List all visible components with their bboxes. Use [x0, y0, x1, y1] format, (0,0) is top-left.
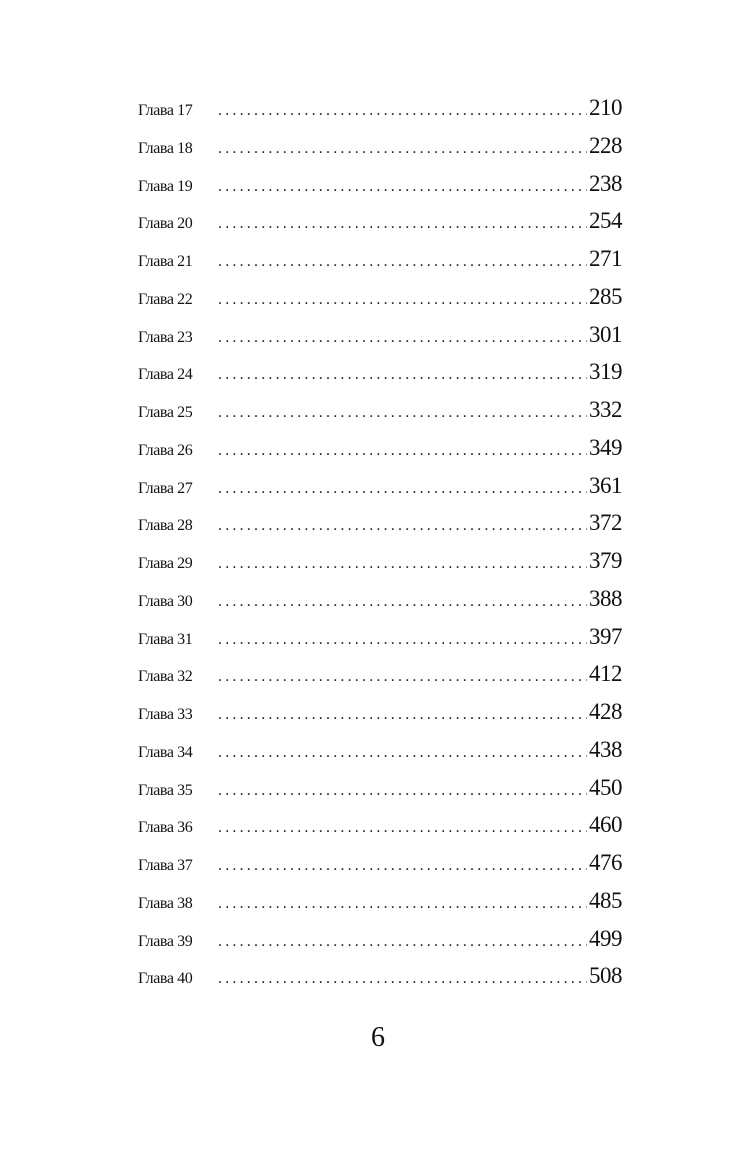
toc-entry — [138, 775, 622, 813]
toc-entry — [138, 435, 622, 473]
chapter-page-number: 499 — [589, 925, 622, 951]
chapter-label: Глава 23 — [138, 328, 193, 346]
chapter-label: Глава 20 — [138, 215, 193, 233]
chapter-label: Глава 22 — [138, 290, 193, 308]
toc-entry — [138, 322, 622, 360]
chapter-label: Глава 24 — [138, 366, 193, 384]
chapter-page-number: 228 — [589, 132, 622, 158]
chapter-page-number: 438 — [589, 736, 622, 762]
dot-leader — [218, 668, 587, 686]
toc-entry — [138, 850, 622, 888]
chapter-page-number: 508 — [589, 963, 622, 989]
chapter-page-number: 271 — [589, 246, 622, 271]
toc-entry — [138, 963, 622, 1001]
chapter-page-number: 450 — [589, 774, 622, 800]
dot-leader — [218, 631, 587, 649]
chapter-label: Глава 35 — [138, 781, 193, 799]
table-of-contents — [138, 95, 622, 1001]
chapter-label: Глава 19 — [138, 177, 193, 195]
chapter-page-number: 361 — [589, 472, 622, 498]
dot-leader — [218, 933, 587, 951]
chapter-page-number: 372 — [589, 510, 622, 536]
chapter-label: Глава 36 — [138, 819, 193, 837]
dot-leader — [218, 555, 587, 573]
chapter-page-number: 428 — [589, 699, 622, 724]
chapter-label: Глава 17 — [138, 102, 193, 119]
chapter-page-number: 210 — [589, 95, 622, 120]
chapter-label: Глава 29 — [138, 555, 193, 572]
chapter-page-number: 301 — [589, 321, 622, 347]
dot-leader — [218, 404, 587, 422]
chapter-page-number: 460 — [589, 812, 622, 838]
dot-leader — [218, 442, 587, 460]
chapter-page-number: 485 — [589, 887, 622, 913]
chapter-page-number: 476 — [589, 850, 622, 875]
toc-entry — [138, 888, 622, 926]
dot-leader — [218, 102, 587, 120]
toc-entry — [138, 510, 622, 548]
toc-entry — [138, 812, 622, 850]
dot-leader — [218, 782, 587, 800]
chapter-label: Глава 30 — [138, 592, 193, 610]
chapter-page-number: 332 — [589, 397, 622, 422]
chapter-page-number: 238 — [589, 170, 622, 196]
chapter-label: Глава 26 — [138, 441, 193, 459]
toc-entry — [138, 473, 622, 511]
toc-entry — [138, 699, 622, 737]
dot-leader — [218, 140, 587, 158]
dot-leader — [218, 215, 587, 233]
toc-entry — [138, 171, 622, 209]
chapter-page-number: 285 — [589, 283, 622, 309]
toc-entry — [138, 284, 622, 322]
dot-leader — [218, 857, 587, 875]
chapter-page-number: 379 — [589, 548, 622, 573]
toc-entry — [138, 737, 622, 775]
chapter-label: Глава 40 — [138, 970, 193, 988]
dot-leader — [218, 291, 587, 309]
toc-entry — [138, 95, 622, 133]
dot-leader — [218, 517, 587, 535]
chapter-label: Глава 27 — [138, 479, 193, 497]
chapter-label: Глава 38 — [138, 894, 193, 912]
chapter-page-number: 388 — [589, 585, 622, 611]
toc-entry — [138, 548, 622, 586]
toc-entry — [138, 133, 622, 171]
toc-entry — [138, 624, 622, 662]
dot-leader — [218, 970, 587, 988]
toc-entry — [138, 661, 622, 699]
chapter-page-number: 397 — [589, 623, 622, 649]
toc-entry — [138, 359, 622, 397]
chapter-page-number: 319 — [589, 359, 622, 385]
chapter-page-number: 412 — [589, 661, 622, 687]
chapter-label: Глава 37 — [138, 857, 193, 874]
chapter-page-number: 349 — [589, 434, 622, 460]
dot-leader — [218, 253, 587, 271]
dot-leader — [218, 706, 587, 724]
chapter-label: Глава 33 — [138, 706, 193, 723]
chapter-label: Глава 34 — [138, 743, 193, 761]
toc-entry — [138, 397, 622, 435]
dot-leader — [218, 329, 587, 347]
chapter-label: Глава 39 — [138, 932, 193, 950]
dot-leader — [218, 366, 587, 384]
toc-entry — [138, 926, 622, 964]
dot-leader — [218, 744, 587, 762]
chapter-page-number: 254 — [589, 208, 622, 234]
dot-leader — [218, 819, 587, 837]
chapter-label: Глава 32 — [138, 668, 193, 686]
dot-leader — [218, 178, 587, 196]
chapter-label: Глава 18 — [138, 139, 193, 157]
dot-leader — [218, 895, 587, 913]
dot-leader — [218, 480, 587, 498]
toc-entry — [138, 208, 622, 246]
chapter-label: Глава 31 — [138, 630, 193, 648]
chapter-label: Глава 21 — [138, 253, 193, 270]
page-number: 6 — [371, 1022, 385, 1053]
chapter-label: Глава 25 — [138, 404, 193, 421]
toc-entry — [138, 586, 622, 624]
chapter-label: Глава 28 — [138, 517, 193, 535]
dot-leader — [218, 593, 587, 611]
toc-entry — [138, 246, 622, 284]
